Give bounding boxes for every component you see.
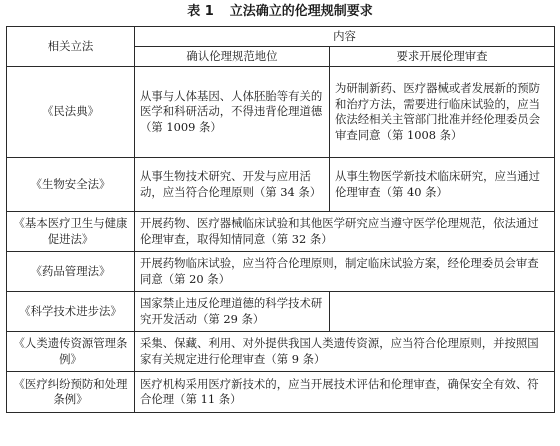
merged-content-cell: 开展药物临床试验，应当符合伦理原则，制定临床试验方案，经伦理委员会审查同意（第 20 条） xyxy=(135,252,555,292)
review-cell: 为研制新药、医疗器械或者发展新的预防和治疗方法，需要进行临床试验的，应当依法经相关主管部门批准并经伦理委员会审查同意（第 1008 条） xyxy=(330,67,555,158)
header-row xyxy=(7,27,555,47)
table-row xyxy=(7,67,555,158)
table-title: 立法确立的伦理规制要求 xyxy=(229,4,373,19)
table-caption xyxy=(0,4,560,20)
ethics-regulation-table xyxy=(6,26,555,413)
law-name: 《科学技术进步法》 xyxy=(7,292,135,332)
table-row xyxy=(7,158,555,212)
table-row xyxy=(7,292,555,332)
header-content: 内容 xyxy=(135,27,555,47)
merged-content-cell: 医疗机构采用医疗新技术的，应当开展技术评估和伦理审查，确保安全有效、符合伦理（第 11 条） xyxy=(135,372,555,413)
header-law: 相关立法 xyxy=(7,27,135,67)
merged-content-cell: 开展药物、医疗器械临床试验和其他医学研究应当遵守医学伦理规范，依法通过伦理审查，取得知情同意（第 32 条） xyxy=(135,212,555,252)
law-name: 《民法典》 xyxy=(7,67,135,158)
table-row xyxy=(7,332,555,372)
table-row xyxy=(7,212,555,252)
law-name: 《基本医疗卫生与健康促进法》 xyxy=(7,212,135,252)
table-row xyxy=(7,372,555,413)
status-cell: 从事生物技术研究、开发与应用活动，应当符合伦理原则（第 34 条） xyxy=(135,158,330,212)
merged-content-cell: 采集、保藏、利用、对外提供我国人类遗传资源，应当符合伦理原则，并按照国家有关规定进行伦理审查（第 9 条） xyxy=(135,332,555,372)
header-review: 要求开展伦理审查 xyxy=(330,47,555,67)
law-name: 《药品管理法》 xyxy=(7,252,135,292)
review-cell: 从事生物医学新技术临床研究，应当通过伦理审查（第 40 条） xyxy=(330,158,555,212)
table-number: 表 1 xyxy=(187,4,214,19)
law-name: 《医疗纠纷预防和处理条例》 xyxy=(7,372,135,413)
law-name: 《生物安全法》 xyxy=(7,158,135,212)
status-cell: 从事与人体基因、人体胚胎等有关的医学和科研活动，不得违背伦理道德（第 1009 条） xyxy=(135,67,330,158)
table-row xyxy=(7,252,555,292)
law-name: 《人类遗传资源管理条例》 xyxy=(7,332,135,372)
status-cell: 国家禁止违反伦理道德的科学技术研究开发活动（第 29 条） xyxy=(135,292,330,332)
header-status: 确认伦理规范地位 xyxy=(135,47,330,67)
review-cell-empty xyxy=(330,292,555,332)
